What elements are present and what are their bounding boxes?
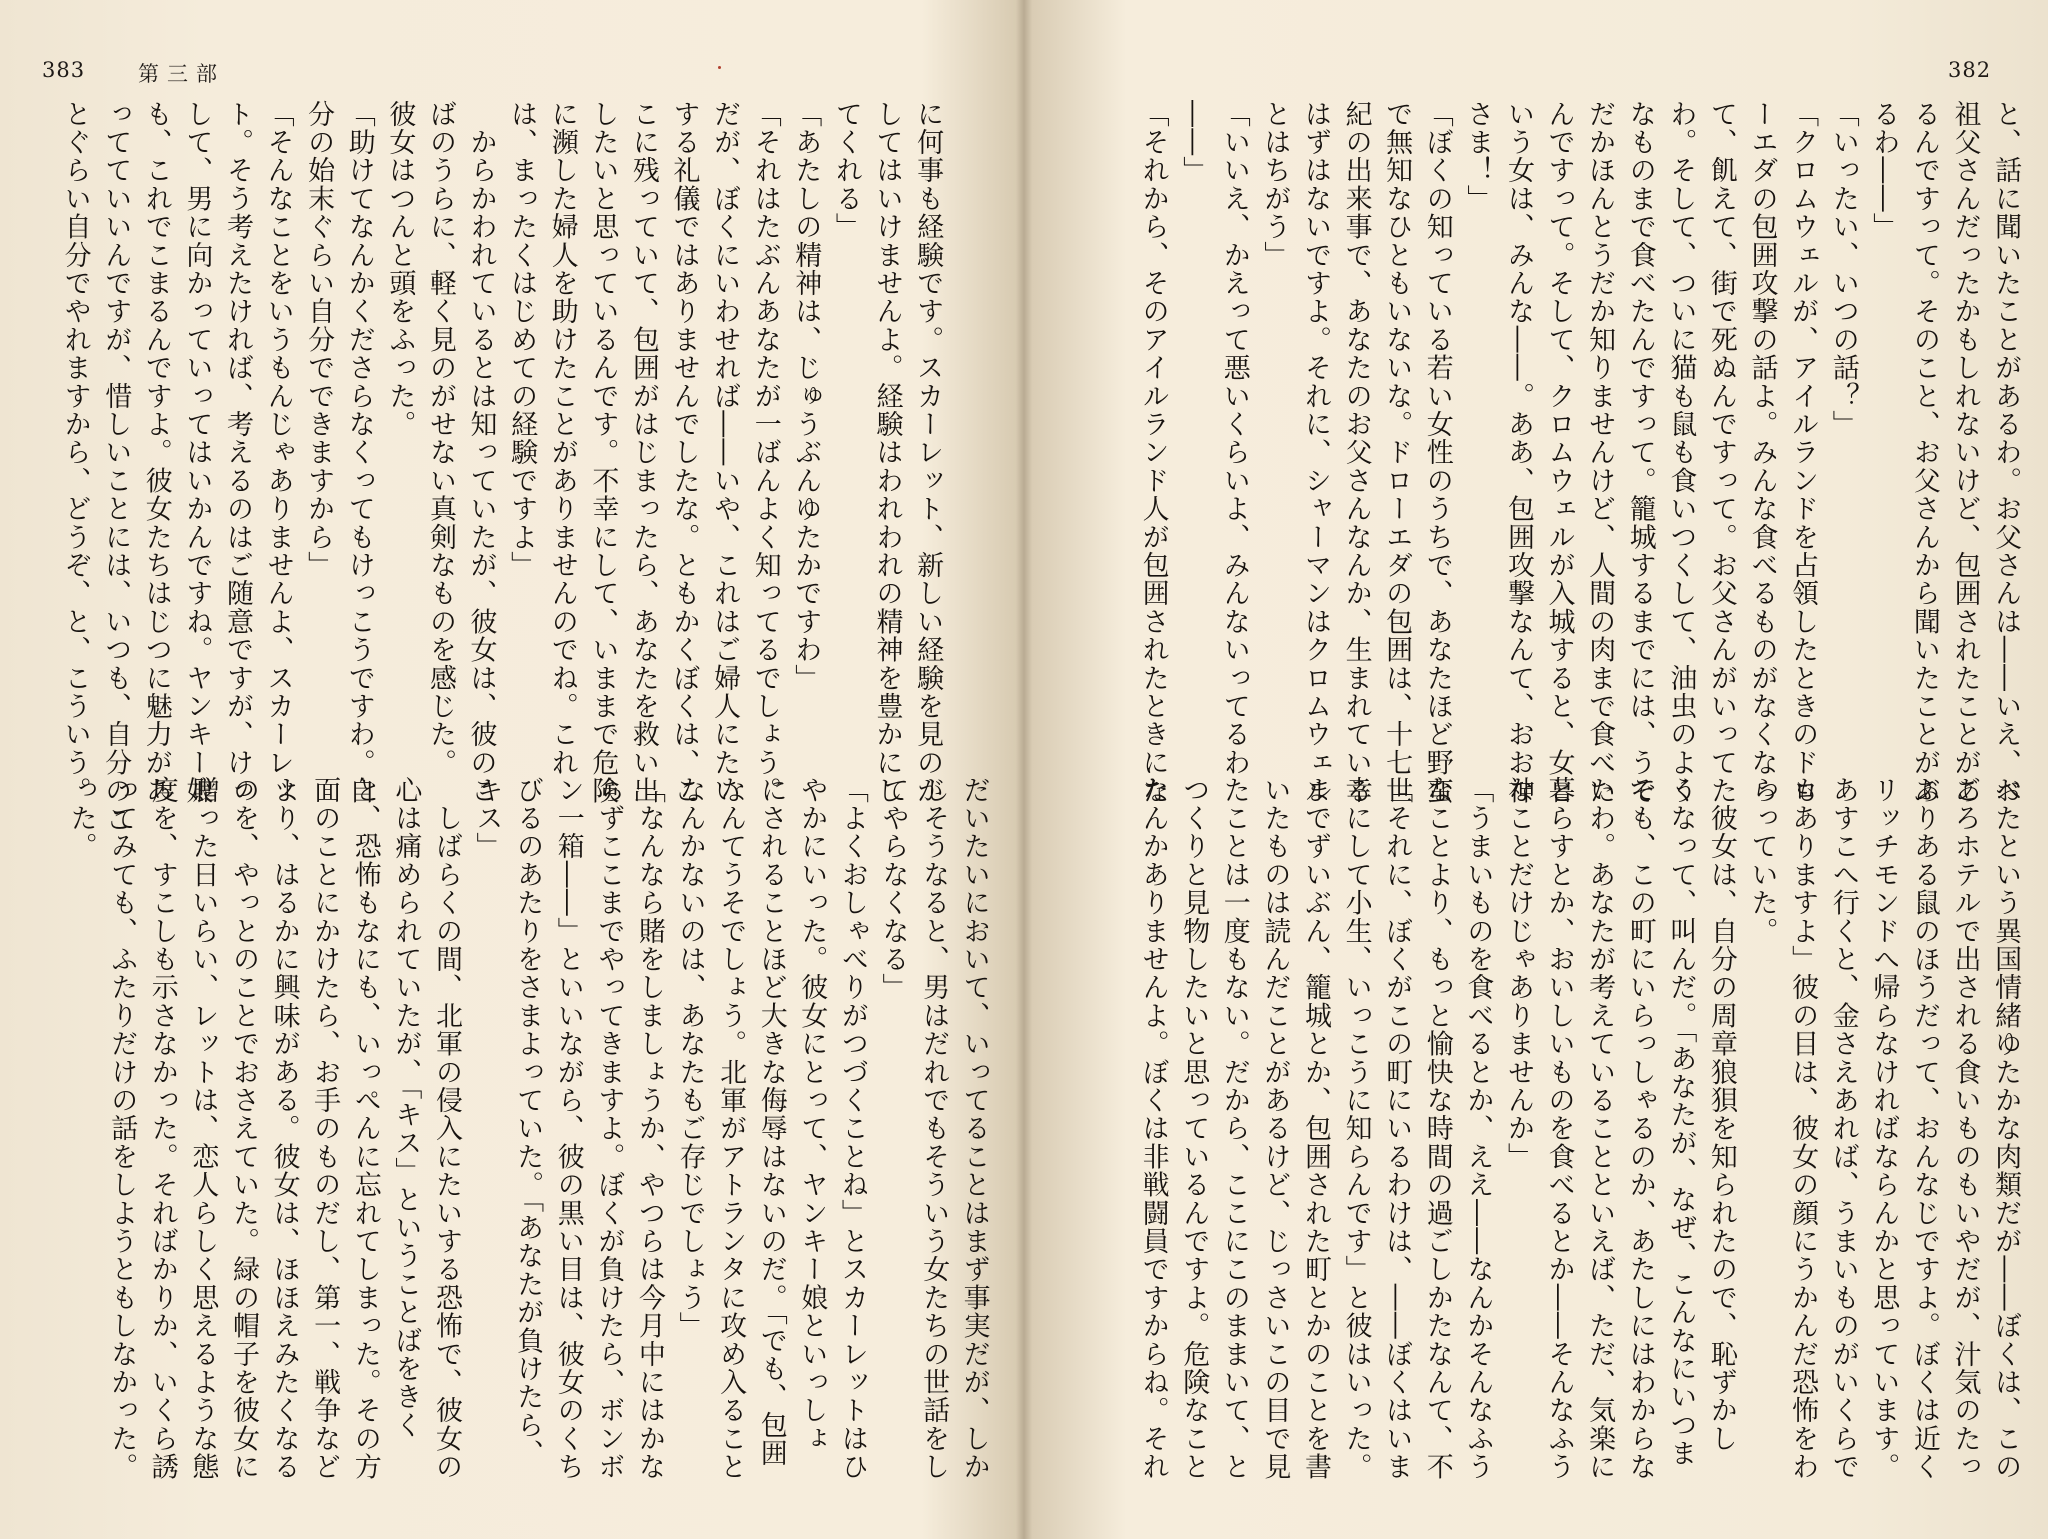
text-line: いたものは読んだことがあるけど、じっさいこの目で見 <box>1259 776 1291 1481</box>
text-line: 「それから、そのアイルランド人が包囲されたときにた <box>1137 100 1169 805</box>
text-line: 「いったい、いつの話？」 <box>1827 100 1859 439</box>
lower-text-block <box>1132 776 2025 1481</box>
text-line: 「そんなことをいうもんじゃありませんよ、スカーレッ <box>262 100 294 805</box>
text-line: ン一箱――」といいながら、彼の黒い目は、彼女のくち <box>552 776 584 1481</box>
text-line: 心は痛められていたが、「キス」ということばをきく <box>390 776 422 1440</box>
text-line: 幸にして小生、いっこうに知らんです」と彼はいった。 <box>1340 776 1372 1481</box>
text-line: さま！」 <box>1462 100 1494 213</box>
text-line: でも、この町にいらっしゃるのか、あたしにはわからな <box>1624 776 1656 1481</box>
text-line: して、男に向かっていってはいかんですね。ヤンキー娘 <box>181 100 213 805</box>
text-line: いう女は、みんな――。ああ、包囲攻撃なんて、おお神 <box>1502 100 1534 805</box>
text-line: で無知なひともいないな。ドローエダの包囲は、十七世 <box>1381 100 1413 805</box>
text-line: あすこへ行くと、金さえあれば、うまいものがいくらで <box>1827 776 1859 1481</box>
text-line: だが、ぼくにいわせれば――いや、これはご婦人にたい <box>709 100 741 805</box>
text-line: ってみても、ふたりだけの話をしようともしなかった。 <box>106 776 138 1481</box>
text-line: は、まったくはじめての経験ですよ」 <box>506 100 538 580</box>
text-line: からかわれているとは知っていたが、彼女は、彼のこ <box>465 100 497 805</box>
text-line: こに残っていて、包囲がはじまったら、あなたを救い出 <box>627 100 659 805</box>
lower-text-block <box>60 776 994 1481</box>
text-line: たことは一度もない。だから、ここにこのままいて、と <box>1218 776 1250 1481</box>
text-line: しばらくの間、北軍の侵入にたいする恐怖で、彼女の <box>430 776 462 1481</box>
text-line: 彼女はつんと頭をふった。 <box>384 100 416 439</box>
text-line: 度を、すこしも示さなかった。そればかりか、いくら誘 <box>146 776 178 1481</box>
text-line: くなって、叫んだ。「あなたが、なぜ、こんなにいつま <box>1665 776 1697 1468</box>
text-line: 祖父さんだったかもしれないけど、包囲されたことがあ <box>1949 100 1981 805</box>
text-line: しそうなると、男はだれでもそういう女たちの世話をし <box>918 776 950 1481</box>
text-line: する礼儀ではありませんでしたな。ともかくぼくは、こ <box>668 100 700 805</box>
text-line: ってていいんですが、惜しいことには、いつも、自分のこ <box>100 100 132 834</box>
text-line: も、これでこまるんですよ。彼女たちはじつに魅力があ <box>140 100 172 805</box>
text-line: 分の始末ぐらい自分でできますから」 <box>303 100 335 580</box>
text-line: してはいけませんよ。経験はわれわれの精神を豊かにし <box>871 100 903 805</box>
text-line: リッチモンドへ帰らなければならんかと思っています。 <box>1868 776 1900 1481</box>
text-line: 「うまいものを食べるとか、ええ――なんかそんなふう <box>1462 776 1494 1481</box>
text-line: に何事も経験です。スカーレット、新しい経験を見のが <box>912 100 944 805</box>
printing-mark <box>718 66 721 69</box>
text-line: ト。そう考えたければ、考えるのはご随意ですが、けっ <box>221 100 253 805</box>
text-line: てくれる」 <box>830 100 862 241</box>
text-line: もありますよ」彼の目は、彼女の顔にうかんだ恐怖をわ <box>1787 776 1819 1481</box>
page-number: 382 <box>1948 58 1992 82</box>
text-line: と、話に聞いたことがあるわ。お父さんは――いえ、お <box>1990 100 2022 805</box>
text-line: 暮らすとか、おいしいものを食べるとか――そんなふう <box>1543 776 1575 1481</box>
text-line: 「あたしの精神は、じゅうぶんゆたかですわ」 <box>790 100 822 693</box>
text-line: った。 <box>65 776 97 861</box>
text-line: べたという異国情緒ゆたかな肉類だが――ぼくは、この <box>1990 776 2022 1481</box>
text-line: ――」 <box>1178 100 1210 185</box>
text-line: だいたいにおいて、いってることはまず事実だが、しか <box>958 776 990 1481</box>
text-line: いわ。あなたが考えていることといえば、ただ、気楽に <box>1584 776 1616 1481</box>
upper-text-block <box>1132 100 2025 805</box>
text-line: らっていた。 <box>1746 776 1778 946</box>
text-line: なんかありませんよ。ぼくは非戦闘員ですからね。それ <box>1137 776 1169 1481</box>
text-line: より、はるかに興味がある。彼女は、ほほえみたくなる <box>268 776 300 1481</box>
text-line: ーエダの包囲攻撃の話よ。みんな食べるものがなくなっ <box>1746 100 1778 805</box>
text-line: ぶりある鼠のほうだって、おんなじですよ。ぼくは近く <box>1908 776 1940 1481</box>
text-line: までずいぶん、籠城とか、包囲された町とかのことを書 <box>1299 776 1331 1481</box>
text-line: だかほんとうだか知りませんけど、人間の肉まで食べた <box>1584 100 1616 805</box>
text-line: なことだけじゃありませんか」 <box>1502 776 1534 1171</box>
text-line: るんですって。そのこと、お父さんから聞いたことがあ <box>1908 100 1940 805</box>
text-line: 「なんなら賭をしましょうか、やつらは今月中にはかな <box>633 776 665 1481</box>
text-line: 「いいえ、かえって悪いくらいよ、みんないってるわ <box>1218 100 1250 777</box>
text-line: とはちがう」 <box>1259 100 1291 270</box>
text-line: 「よくおしゃべりがつづくことね」とスカーレットはひ <box>836 776 868 1481</box>
text-line: 彼女は、自分の周章狼狽を知られたので、恥ずかし <box>1705 776 1737 1453</box>
text-line: と、恐怖もなにも、いっぺんに忘れてしまった。その方 <box>349 776 381 1481</box>
text-line: やかにいった。彼女にとって、ヤンキー娘といっしょ <box>796 776 828 1453</box>
text-line: んですって。そして、クロムウェルが入城すると、女と <box>1543 100 1575 805</box>
text-line: 「助けてなんかくださらなくってもけっこうですわ。自 <box>343 100 375 805</box>
text-line: なんかないのは、あなたもご存じでしょう」 <box>674 776 706 1340</box>
text-line: びるのあたりをさまよっていた。「あなたが負けたら、 <box>512 776 544 1468</box>
section-title: 第三部 <box>138 62 225 86</box>
text-line: はずはないですよ。それに、シャーマンはクロムウェル <box>1299 100 1331 805</box>
text-line: なものまで食べたんですって。籠城するまでには、うそ <box>1624 100 1656 805</box>
text-line: 「それはたぶんあなたが一ばんよく知ってるでしょう。 <box>749 100 781 805</box>
text-line: のを、やっとのことでおさえていた。緑の帽子を彼女に <box>227 776 259 1481</box>
text-line: とぐらい自分でやれますから、どうぞ、と、こういう。 <box>59 100 91 805</box>
text-line: にされることほど大きな侮辱はないのだ。「でも、包囲 <box>755 776 787 1468</box>
text-line: キス」 <box>471 776 503 861</box>
text-line: ばのうらに、軽く見のがせない真剣なものを感じた。 <box>424 100 456 777</box>
text-line: 紀の出来事で、あなたのお父さんなんか、生まれている <box>1340 100 1372 805</box>
page-number: 383 <box>42 58 86 82</box>
text-line: 贈った日いらい、レットは、恋人らしく思えるような態 <box>187 776 219 1481</box>
right-page <box>1024 0 2048 1539</box>
text-line: るわ――」 <box>1868 100 1900 241</box>
text-line: ごろホテルで出される食いものもいやだが、汁気のたっ <box>1949 776 1981 1481</box>
text-line: 「ぼくの知っている若い女性のうちで、あなたほど野蛮 <box>1421 100 1453 805</box>
text-line: てやらなくなる」 <box>877 776 909 1002</box>
text-line: したいと思っているんです。不幸にして、いままで危険 <box>587 100 619 805</box>
text-line: 面のことにかけたら、お手のものだし、第一、戦争など <box>309 776 341 1481</box>
text-line: わ。そして、ついに猫も鼠も食いつくして、油虫のよう <box>1665 100 1697 805</box>
text-line: なんてうそでしょう。北軍がアトランタに攻め入ること <box>715 776 747 1481</box>
text-line: に瀕した婦人を助けたことがありませんのでね。これ <box>546 100 578 777</box>
text-line: て、飢えて、街で死ぬんですって。お父さんがいってた <box>1705 100 1737 805</box>
text-line: らずここまでやってきますよ。ぼくが負けたら、ボンボ <box>593 776 625 1481</box>
text-line: つくりと見物したいと思っているんですよ。危険なこと <box>1178 776 1210 1481</box>
text-line: 「クロムウェルが、アイルランドを占領したときのドロ <box>1787 100 1819 805</box>
text-line: なことより、もっと愉快な時間の過ごしかたなんて、不 <box>1421 776 1453 1481</box>
text-line: 「それに、ぼくがこの町にいるわけは、――ぼくはいま <box>1381 776 1413 1481</box>
